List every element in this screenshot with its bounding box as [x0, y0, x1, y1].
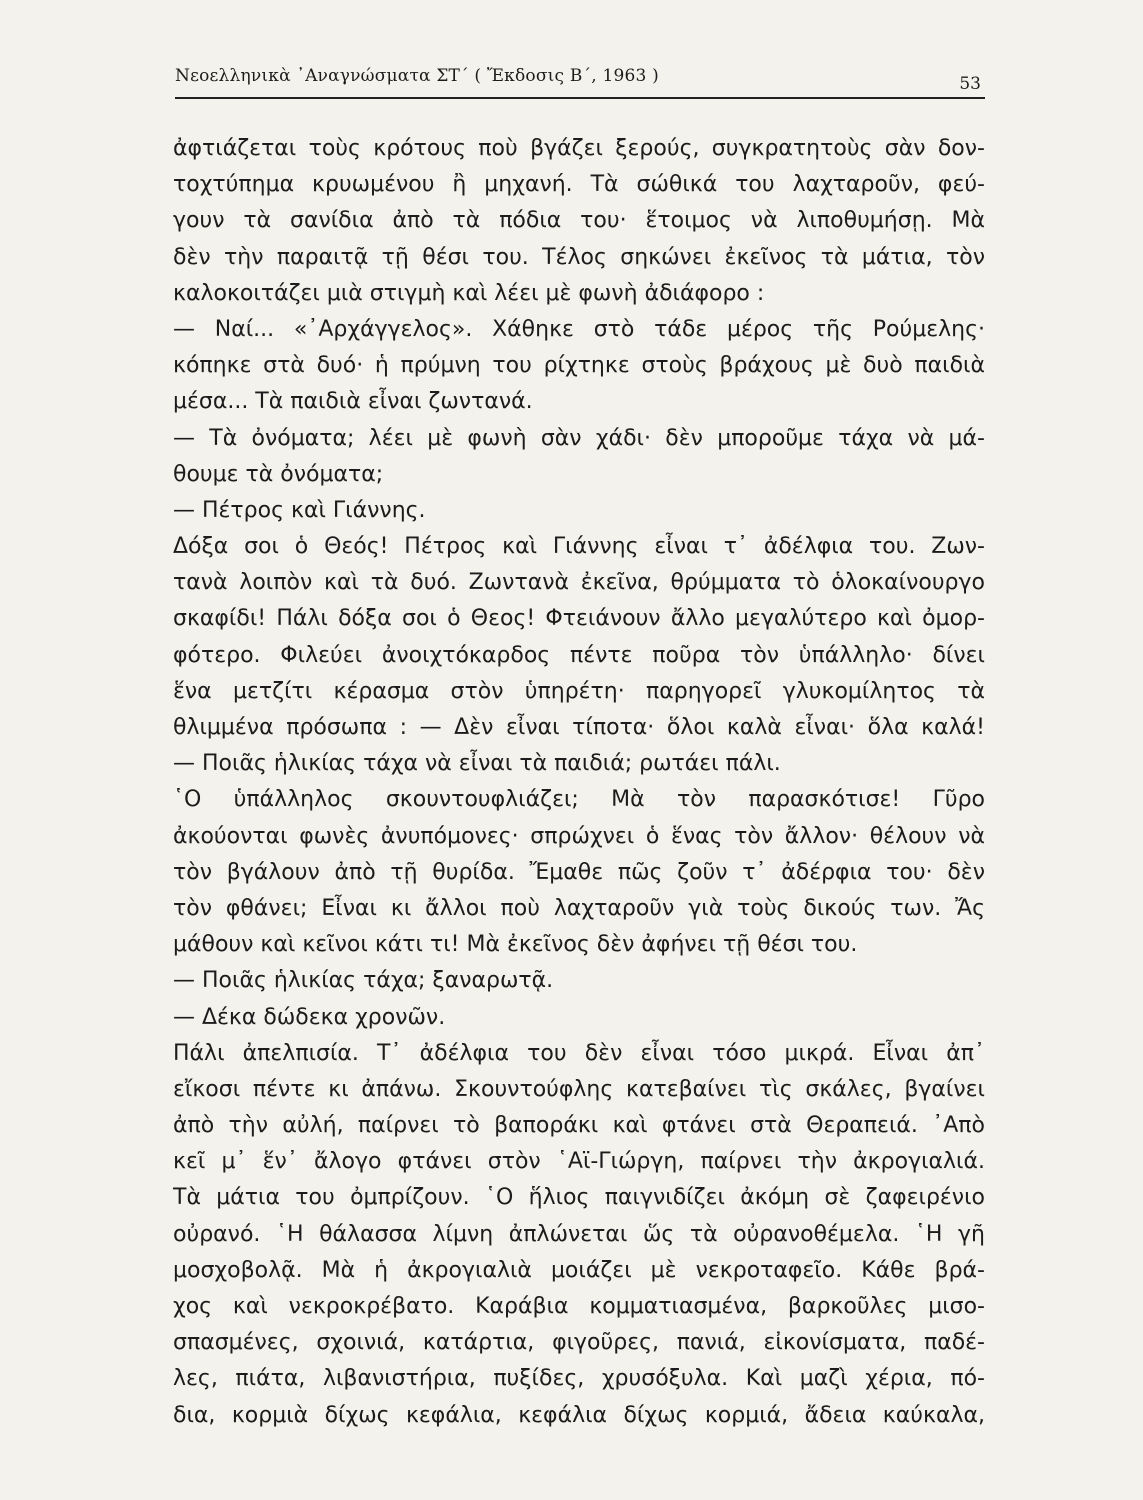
text-line: τανὰ λοιπὸν καὶ τὰ δυό. Ζωντανὰ ἐκεῖνα, θρύμματα τὸ ὁλοκαίνουργο [173, 570, 985, 596]
text-line: κεῖ μ᾿ ἕν᾿ ἄλογο φτάνει στὸν ῾Αϊ-Γιώργη, παίρνει τὴν ἀκρογιαλιά. [173, 1149, 985, 1175]
text-line: εἴκοσι πέντε κι ἀπάνω. Σκουντούφλης κατεβαίνει τὶς σκάλες, βγαίνει [173, 1076, 985, 1102]
text-line: ἀφτιάζεται τοὺς κρότους ποὺ βγάζει ξερούς, συγκρατητοὺς σὰν δον- [173, 136, 985, 161]
page-number: 53 [959, 74, 981, 94]
text-line: — Ποιᾶς ἡλικίας τάχα νὰ εἶναι τὰ παιδιά; ρωτάει πάλι. [173, 751, 781, 777]
text-line: μοσχοβολᾷ. Μὰ ἡ ἀκρογιαλιὰ μοιάζει μὲ νεκροταφεῖο. Κάθε βρά- [173, 1257, 985, 1283]
text-line: φότερο. Φιλεύει ἀνοιχτόκαρδος πέντε ποῦρα τὸν ὑπάλληλο· δίνει [173, 642, 985, 668]
body-text [173, 131, 985, 1434]
text-line: σκαφίδι! Πάλι δόξα σοι ὁ Θεος! Φτειάνουν ἄλλο μεγαλύτερο καὶ ὀμορ- [173, 606, 985, 632]
text-line: τοχτύπημα κρυωμένου ἢ μηχανή. Τὰ σώθικά του λαχταροῦν, φεύ- [173, 172, 985, 198]
text-line: ῾Ο ὑπάλληλος σκουντουφλιάζει; Μὰ τὸν παρασκότισε! Γῦρο [173, 787, 985, 813]
running-header [175, 66, 985, 98]
text-line: ἀκούονται φωνὲς ἀνυπόμονες· σπρώχνει ὁ ἕνας τὸν ἄλλον· θέλουν νὰ [173, 823, 985, 849]
text-line: θουμε τὰ ὀνόματα; [173, 461, 384, 487]
text-line: — Ποιᾶς ἡλικίας τάχα; ξαναρωτᾷ. [173, 968, 554, 994]
text-line: θλιμμένα πρόσωπα : — Δὲν εἶναι τίποτα· ὅλοι καλὰ εἶναι· ὅλα καλά! [173, 715, 985, 740]
text-line: μέσα... Τὰ παιδιὰ εἶναι ζωντανά. [173, 389, 533, 415]
text-line: χος καὶ νεκροκρέβατο. Καράβια κομματιασμένα, βαρκοῦλες μισο- [173, 1294, 985, 1319]
text-line: δὲν τὴν παραιτᾷ τῇ θέσι του. Τέλος σηκώνει ἐκεῖνος τὰ μάτια, τὸν [173, 244, 985, 270]
text-line: οὐρανό. ῾Η θάλασσα λίμνη ἀπλώνεται ὥς τὰ οὐρανοθέμελα. ῾Η γῆ [173, 1221, 985, 1247]
text-line: κόπηκε στὰ δυό· ἡ πρύμνη του ρίχτηκε στοὺς βράχους μὲ δυὸ παιδιὰ [173, 353, 985, 379]
text-line: τὸν βγάλουν ἀπὸ τῇ θυρίδα. Ἔμαθε πῶς ζοῦν τ᾿ ἀδέρφια του· δὲν [173, 859, 985, 885]
text-line: γουν τὰ σανίδια ἀπὸ τὰ πόδια του· ἕτοιμος νὰ λιποθυμήσῃ. Μὰ [173, 208, 985, 234]
text-line: σπασμένες, σχοινιά, κατάρτια, φιγοῦρες, πανιά, εἰκονίσματα, παδέ- [173, 1330, 985, 1356]
text-line: τὸν φθάνει; Εἶναι κι ἄλλοι ποὺ λαχταροῦν γιὰ τοὺς δικούς των. Ἄς [173, 895, 985, 921]
text-line: λες, πιάτα, λιβανιστήρια, πυξίδες, χρυσόξυλα. Καὶ μαζὶ χέρια, πό- [173, 1366, 985, 1392]
text-line: δια, κορμιὰ δίχως κεφάλια, κεφάλια δίχως κορμιά, ἄδεια καύκαλα, [173, 1402, 985, 1428]
header-rule [175, 97, 985, 99]
text-line: Τὰ μάτια του ὀμπρίζουν. ῾Ο ἥλιος παιγνιδίζει ἀκόμη σὲ ζαφειρένιο [173, 1185, 985, 1211]
text-line: Δόξα σοι ὁ Θεός! Πέτρος καὶ Γιάννης εἶναι τ᾿ ἀδέλφια του. Ζων- [173, 534, 985, 560]
text-line: ἀπὸ τὴν αὐλή, παίρνει τὸ βαποράκι καὶ φτάνει στὰ Θεραπειά. ᾿Απὸ [173, 1113, 985, 1139]
text-line: Πάλι ἀπελπισία. Τ᾿ ἀδέλφια του δὲν εἶναι τόσο μικρά. Εἶναι ἀπ᾿ [173, 1040, 985, 1066]
running-title: Νεοελληνικὰ ᾿Αναγνώσματα ΣΤ΄ ( Ἔκδοσις Β΄, 1963 ) [175, 66, 659, 86]
text-line: ἕνα μετζίτι κέρασμα στὸν ὑπηρέτη· παρηγορεῖ γλυκομίλητος τὰ [173, 678, 985, 704]
text-line: μάθουν καὶ κεῖνοι κάτι τι! Μὰ ἐκεῖνος δὲν ἀφήνει τῇ θέσι του. [173, 932, 858, 958]
text-line: — Πέτρος καὶ Γιάννης. [173, 497, 426, 523]
text-line: — Τὰ ὀνόματα; λέει μὲ φωνὴ σὰν χάδι· δὲν μποροῦμε τάχα νὰ μά- [173, 425, 985, 451]
text-line: καλοκοιτάζει μιὰ στιγμὴ καὶ λέει μὲ φωνὴ ἀδιάφορο : [173, 280, 765, 306]
text-line: — Δέκα δώδεκα χρονῶν. [173, 1004, 446, 1030]
text-line: — Ναί... «᾿Αρχάγγελος». Χάθηκε στὸ τάδε μέρος τῆς Ρούμελης· [173, 316, 985, 342]
